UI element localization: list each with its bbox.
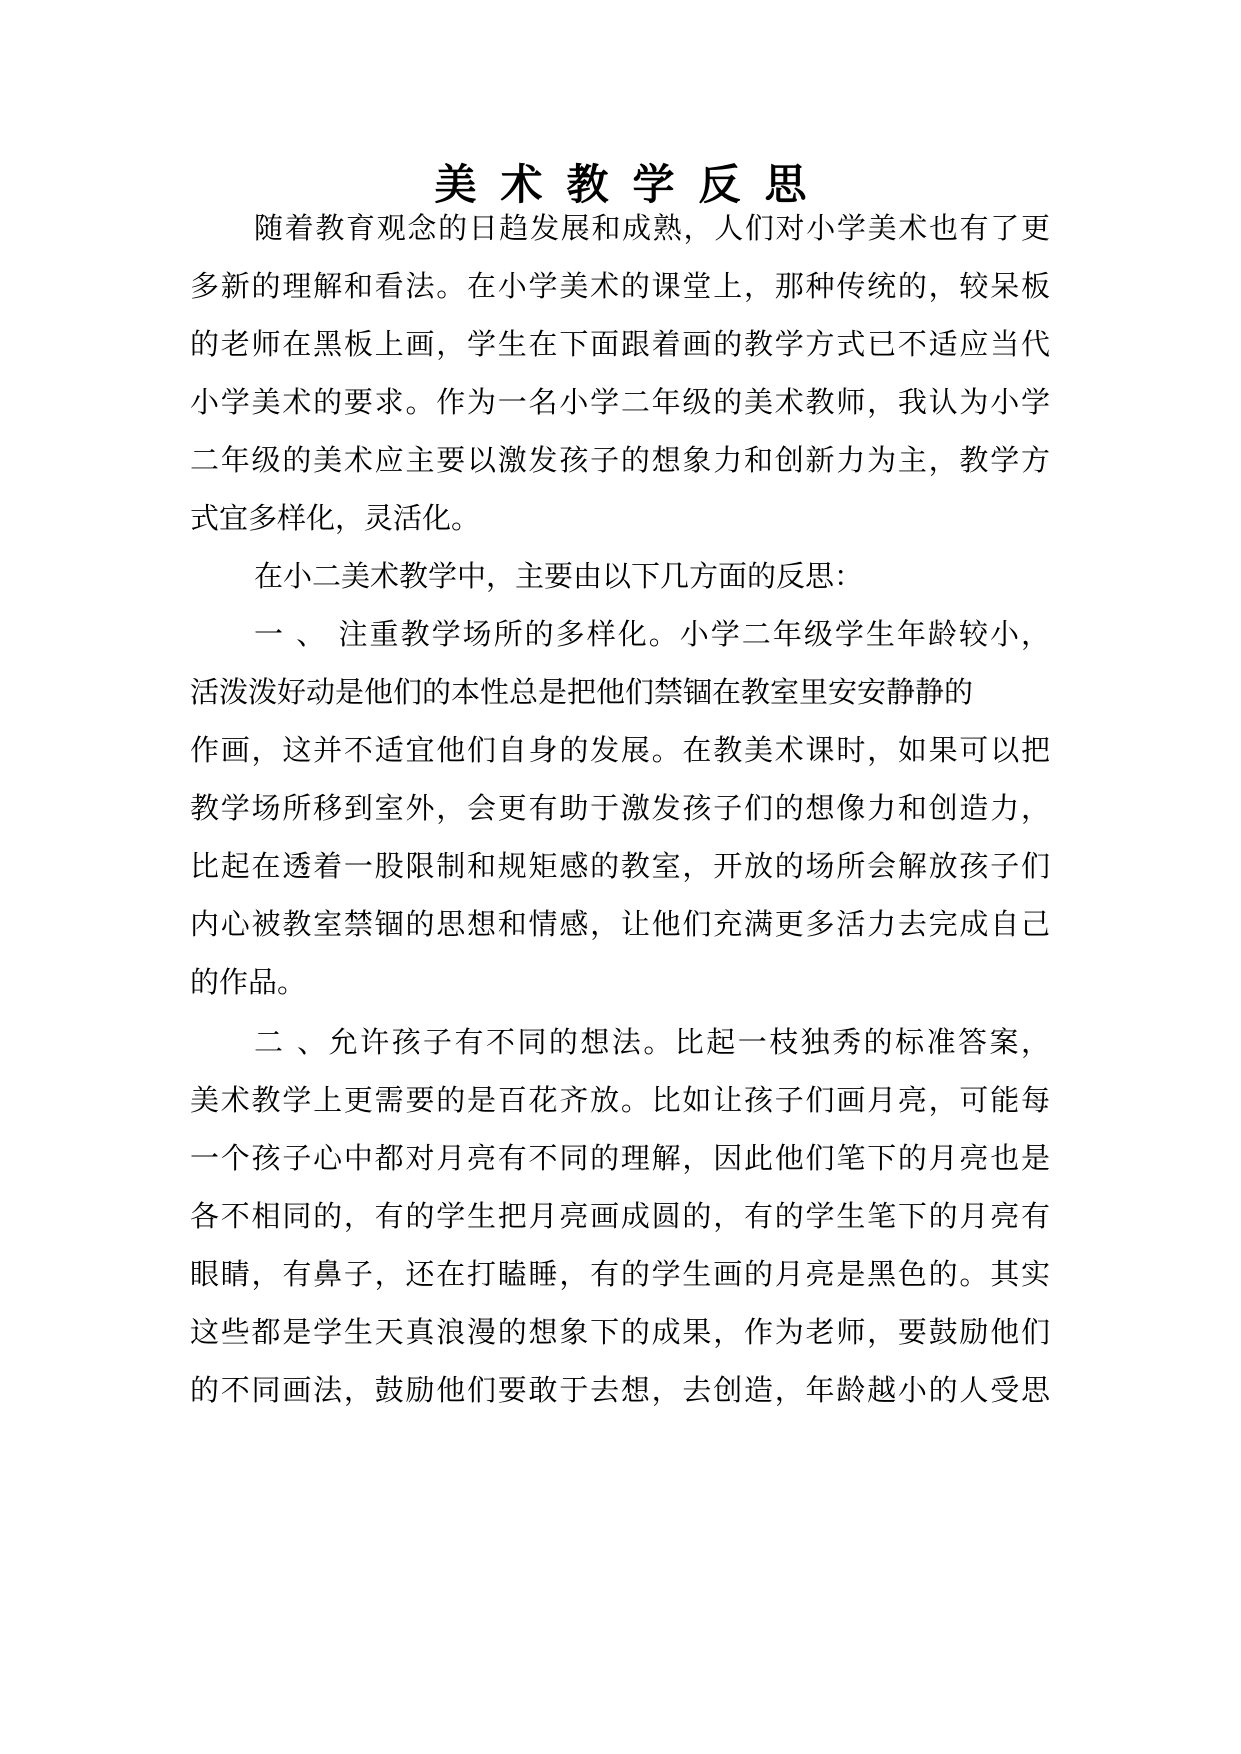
text-line: 多新的理解和看法。在小学美术的课堂上，那种传统的，较呆板 [190,269,1050,303]
text-line: 教学场所移到室外，会更有助于激发孩子们的想像力和创造力， [190,791,1050,825]
text-line: 在小二美术教学中，主要由以下几方面的反思： [254,559,864,593]
text-line: 作画，这并不适宜他们自身的发展。在教美术课时，如果可以把 [190,733,1050,767]
text-line: 式宜多样化，灵活化。 [190,501,481,535]
text-line: 这些都是学生天真浪漫的想象下的成果，作为老师，要鼓励他们 [190,1315,1050,1349]
text-line: 内心被教室禁锢的思想和情感，让他们充满更多活力去完成自己 [190,907,1050,941]
text-line: 各不相同的，有的学生把月亮画成圆的，有的学生笔下的月亮有 [190,1199,1050,1233]
text-line: 眼睛，有鼻子，还在打瞌睡，有的学生画的月亮是黑色的。其实 [190,1257,1050,1291]
text-line: 活泼泼好动是他们的本性总是把他们禁锢在教室里安安静静的 [190,675,974,709]
text-line: 随着教育观念的日趋发展和成熟，人们对小学美术也有了更 [254,211,1050,245]
text-line: 二年级的美术应主要以激发孩子的想象力和创新力为主，教学方 [190,443,1050,477]
text-line: 一个孩子心中都对月亮有不同的理解，因此他们笔下的月亮也是 [190,1141,1050,1175]
text-line: 比起在透着一股限制和规矩感的教室，开放的场所会解放孩子们 [190,849,1050,883]
text-line: 的作品。 [190,965,307,999]
text-line: 美术教学上更需要的是百花齐放。比如让孩子们画月亮，可能每 [190,1083,1050,1117]
text-line: 的老师在黑板上画，学生在下面跟着画的教学方式已不适应当代 [190,327,1050,361]
document-title: 美术教学反思 [434,160,831,209]
text-line: 小学美术的要求。作为一名小学二年级的美术教师，我认为小学 [190,385,1050,419]
text-line: 二 、允许孩子有不同的想法。比起一枝独秀的标准答案， [254,1025,1050,1059]
text-line: 一 、 注重教学场所的多样化。小学二年级学生年龄较小， [254,617,1050,651]
text-line: 的不同画法，鼓励他们要敢于去想，去创造，年龄越小的人受思 [190,1373,1050,1407]
